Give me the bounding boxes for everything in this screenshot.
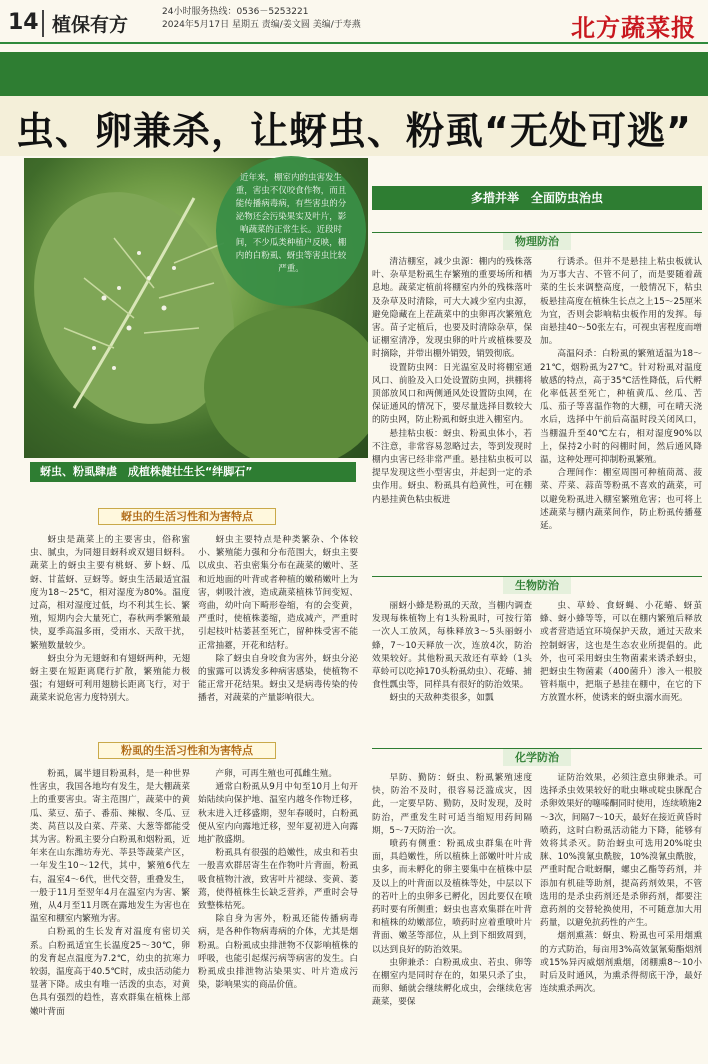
paragraph: 喷药有侧重：粉虱成虫群集在叶背面，具趋嫩性，所以植株上部嫩叶叶片成虫多，而未孵化的卵主要集中在植株中层及以上的叶背面以及植株等处，中层以下的若叶上的虫卵多已孵化，因此要仅在喷药时要有所侧重；蚜虫也喜欢集群在叶背和植株的幼嫩部位，喷药时应着重喷叶片背面、嫩茎等部位，从上到下细致周到，以达到良好的防治效果。: [372, 839, 532, 955]
top-green-band: [0, 52, 708, 96]
physical-column-2: [540, 256, 702, 533]
paragraph: 蚜虫是蔬菜上的主要害虫，俗称蜜虫、腻虫，为同翅目蚜科或双翅目蚜科。蔬菜上的蚜虫主要有桃蚜、萝卜蚜、瓜蚜、甘蓝蚜、豆蚜等。蚜虫生活最适宜温度为18～25℃，相对湿度为80%。温度过高，相对湿度过低，均不利其生长、繁殖，短期内会大量死亡，春秋两季繁殖最快，夏季高温多雨，受雨水、天敌干扰，繁殖数量较少。: [30, 535, 190, 651]
headline: 虫、卵兼杀，让蚜虫、粉虱“无处可逃”: [16, 109, 692, 153]
aphid-habit-title: 蚜虫的生活习性和为害特点: [98, 508, 276, 525]
physical-control-label: 物理防治: [503, 233, 571, 250]
page-header: [0, 0, 708, 44]
paragraph: 粉虱，属半翅目粉虱科，是一种世界性害虫，我国各地均有发生，是大棚蔬菜上的重要害虫。寄主范围广，蔬菜中的黄瓜、菜豆、茄子、番茄、辣椒、冬瓜、豆类、莴苣以及白菜、芹菜、大葱等都能受其为害。粉虱主要分白粉虱和烟粉虱，近年来在山东潍坊寿光、莘县等蔬菜产区，一年发生10～12代，其中，繁殖6代左右，温室4～6代，世代交替，重叠发生，一般于11月至翌年4月在温室内为害、繁殖，从4月至11月既在露地发生为害也在温室和棚室内繁殖为害。: [30, 769, 190, 925]
paragraph: 产卵，可再生殖也可孤雌生殖。: [215, 769, 338, 779]
chem-control-label: 化学防治: [503, 749, 571, 766]
paragraph: 早防、勤防：蚜虫、粉虱繁殖速度快，防治不及时，很容易泛滥成灾，因此，一定要早防、勤防，及时发现，及时防治，严重发生时可适当缩短用药间隔期，5～7天防治一次。: [372, 773, 532, 836]
whitefly-column-1: [30, 768, 190, 1019]
whitefly-habit-title: 粉虱的生活习性和为害特点: [98, 742, 276, 759]
paragraph: 清洁棚室，减少虫源：棚内的残株落叶、杂草是粉虱生存繁殖的重要场所和栖息地。蔬菜定植前将棚室内外的残株落叶及杂草及时清除，可大大减少室内虫源，避免隐藏在上茬蔬菜中的虫卵再次繁殖危害。苗子定植后，也要及时清除杂草，保证棚室清净，发现虫卵的叶片或植株要及时摘除，并带出棚外销毁，销毁彻底。: [372, 257, 532, 360]
photo-caption: 蚜虫、粉虱肆虐 成植株健壮生长“绊脚石”: [30, 462, 356, 482]
header-meta: [162, 6, 361, 32]
paragraph: 设置防虫网：日光温室及时将棚室通风口、前脸及入口处设置防虫网，拱棚将顶部放风口和两侧通风处设置防虫网，在保证通风的情况下，要尽量选择目数较大的防虫网，防止粉虱和蚜虫进入棚室内。: [372, 362, 532, 426]
paragraph: 丽蚜小蜂是粉虱的天敌，当棚内调查发现每株植物上有1头粉虱时，可按行第一次人工放风，每株释放3～5头丽蚜小蜂，7～10天释放一次，连放4次，防治效果较好。其他粉虱天敌还有草蛉（1头草蛉可以吃掉170头粉虱幼虫）、花蝽、捕食性瓢虫等，同样具有很好的防治效果。: [372, 601, 532, 691]
dateline: 2024年5月17日 星期五 责编/姜文圆 美编/于寿燕: [162, 20, 361, 30]
paragraph: 悬挂粘虫板：蚜虫、粉虱虫体小，若不注意，非常容易忽略过去，等到发现时棚内虫害已经非常严重。悬挂粘虫板可以提早发现这些小型害虫，并起到一定的杀虫作用。蚜虫、粉虱具有趋黄性，可在棚内悬挂黄色粘虫板进: [372, 428, 532, 505]
bio-column-1: [372, 600, 532, 706]
paragraph: 证防治效果，必须注意虫卵兼杀。可选择杀虫效果较好的吡虫啉或啶虫脒配合杀卵效果好的噻嗪酮同时使用，连续喷施2～3次，间隔7～10天，最好在接近黄昏时喷药，这时白粉虱活动能力下降，能够有效将其杀灭。防治蚜虫可选用20%啶虫脒、10%溴氰虫酰胺，10%溴氰虫酰胺，严重时配合吡蚜酮，螺虫乙酯等药剂，并添加有机硅等助剂，提高药剂效果，不管选用的是杀虫药剂还是杀卵药剂，都要注意药剂的交替轮换使用，不可随意加大用药量，以避免抗药性的产生。: [540, 773, 702, 929]
physical-column-1: [372, 256, 532, 507]
bio-control-label: 生物防治: [503, 577, 571, 594]
paragraph: 白粉虱的生长发育对温度有密切关系。白粉虱适宜生长温度25～30℃，卵的发育起点温度为7.2℃，幼虫的抗寒力较弱，温度高于40.5℃时，成虫活动能力显著下降。成虫有唯一活泼的虫态，对黄色具有强烈的趋性，喜欢群集在植株上部嫩叶背面: [30, 927, 190, 1017]
paragraph: 通常白粉虱从9月中旬至10月上旬开始陆续向保护地、温室内越冬作物迁移，秋末进入迁移盛期，翌年春暖时，白粉虱便从室内向露地迁移，翌年夏初进入向露地扩散盛期。: [198, 782, 358, 846]
chem-control-title: [372, 748, 702, 766]
section-name: 植保有方: [42, 10, 128, 37]
aphid-column-1: [30, 534, 190, 706]
paragraph: 虫卵兼杀：白粉虱成虫、若虫、卵等在棚室内是同时存在的，如果只杀了虫，而卵、蛹就会继续孵化成虫，会继续危害蔬菜，要保: [372, 957, 532, 1008]
paragraph: 蚜虫的天敌种类很多，如瓢: [389, 693, 494, 704]
chem-column-1: [372, 772, 532, 1010]
control-section-title: 多措并举 全面防虫治虫: [372, 186, 702, 210]
paragraph: 除自身为害外，粉虱还能传播病毒病，是各种作物病毒病的介体，尤其是烟粉虱。白粉虱成虫排泄物不仅影响植株的呼吸，也能引起煤污病等病害的发生。白粉虱成虫排泄物沾染果实、叶片造成污染，影响果实的商品价值。: [198, 914, 358, 991]
paragraph: 除了蚜虫自身咬食为害外，蚜虫分泌的蜜露可以诱发多种病害感染，使植物不能正常开花结果。蚜虫又是病毒传染的传播者，对蔬菜的产量影响很大。: [198, 653, 358, 704]
paragraph: 高温闷杀：白粉虱的繁殖适温为18～21℃，烟粉虱为27℃。针对粉虱对温度敏感的特点，高于35℃活性降低，后代孵化率低甚至死亡，种植黄瓜、丝瓜、苦瓜、茄子等喜温作物的大棚，可在晴天浇水后，选择中午前后高温时段关闭风口，当棚温升至40℃左右，相对湿度90%以上，保持2小时的闷棚时间，然后通风降温，这种处理可抑制粉虱繁殖。: [540, 349, 702, 466]
paragraph: 蚜虫主要特点是种类繁杂、个体较小、繁殖能力强和分布范围大，蚜虫主要以成虫、若虫密集分布在蔬菜的嫩叶、茎和近地面的叶背或者种植的嫩稍嫩叶上为害，刺吸汁液，造成蔬菜植株节间变短、弯曲，幼叶向下畸形卷缩，有的会变黄，严重时，使植株萎缩，造成减产，严重时引起枝叶枯萎甚至死亡，留种株受害不能正常抽薹，开花和结籽。: [198, 535, 358, 651]
hotline: 24小时服务热线：0536－5253221: [162, 7, 309, 17]
newspaper-logo: 北方蔬菜报: [571, 13, 696, 42]
aphid-column-2: [198, 534, 358, 706]
paragraph: 虫、草蛉、食蚜蝇、小花蝽、蚜茧蜂、蚜小蜂等等，可以在棚内繁殖后释放或者营造适宜环境保护天敌，通过天敌来控制蚜害，这也是生态农业所提倡的。此外，也可采用蚜虫生物菌素来诱杀蚜虫，把蚜虫生物菌素（400菌升）渗入一根胶管料瓶中，把瓶子悬挂在棚中，在它的下方放置水杯，使诱来的蚜虫溺水而死。: [540, 601, 702, 704]
whitefly-column-2: [198, 768, 358, 992]
paragraph: 烟剂熏蒸：蚜虫、粉虱也可采用烟熏的方式防治，每亩用3%高效氯氰菊酯烟剂或15%异丙威烟剂熏烟，闭棚熏8～10小时后及时通风，为熏杀得彻底干净，最好连续熏杀两次。: [540, 931, 702, 995]
paragraph: 合理间作：棚室周围可种植茼蒿、菠菜、芹菜、蒜苗等粉虱不喜欢的蔬菜，可以避免粉虱进入棚室繁殖危害；也可将上述蔬菜与棚内蔬菜间作，防止粉虱传播蔓延。: [540, 468, 702, 532]
paragraph: 蚜虫分为无翅蚜和有翅蚜两种，无翅蚜主要在短距离爬行扩散，繁殖能力极强；有翅蚜可利用翅膀长距离飞行，对于蔬菜来说危害力度特别大。: [30, 653, 190, 704]
intro-circle: 近年来，棚室内的虫害发生重，害虫不仅咬食作物，而且能传播病毒病，有些害虫的分泌物还会污染果实及叶片，影响蔬菜的正常生长。近段时间，不少瓜类种植户反映，棚内的白粉虱、蚜虫等害虫比较严重。: [216, 156, 366, 306]
bio-control-title: [372, 576, 702, 594]
physical-control-title: [372, 232, 702, 250]
chem-column-2: [540, 772, 702, 996]
paragraph: 粉虱具有很强的趋嫩性，成虫和若虫一般喜欢群居寄生在作物叶片背面，粉虱吸食植物汁液，致害叶片褪绿、变黄、萎蔫，使得植株生长缺乏营养，严重时会导致整株枯死。: [198, 848, 358, 912]
page-number: 14: [8, 10, 39, 35]
bio-column-2: [540, 600, 702, 706]
paragraph: 行诱杀。但并不是悬挂上粘虫板就认为万事大吉、不管不问了，而是要随着蔬菜的生长来调整高度，一般情况下，粘虫板悬挂高度在植株生长点之上15～25厘米为宜，否则会影响粘虫板作用的发挥。每亩悬挂40～50张左右，可视虫害程度而增加。: [540, 257, 702, 347]
